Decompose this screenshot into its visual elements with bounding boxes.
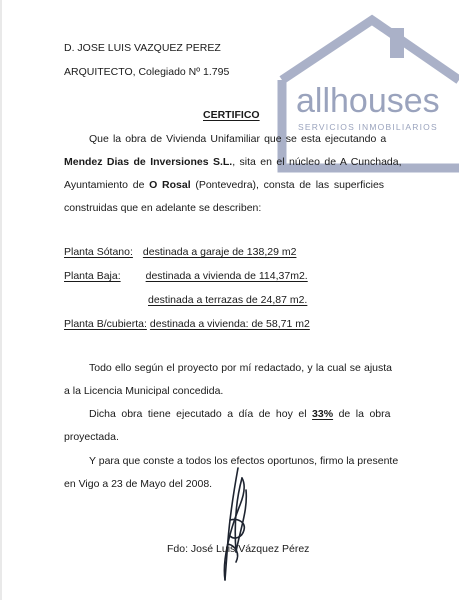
logo-brand-text: allhouses: [296, 82, 440, 120]
surface-desc: destinada a terrazas de 24,87 m2.: [148, 294, 308, 306]
surface-label: Planta B/cubierta:: [64, 318, 147, 330]
surface-label: Planta Baja:: [64, 270, 121, 282]
intro-line-3-pre: Ayuntamiento de: [64, 179, 150, 191]
body-p1-line-1: Todo ello según el proyecto por mí redactado, y la cual se ajusta: [89, 362, 393, 374]
surface-item: [148, 294, 307, 306]
architect-profession: ARQUITECTO, Colegiado Nº 1.795: [64, 66, 230, 78]
intro-line-2: [64, 156, 402, 168]
surface-desc: destinada a garaje de 138,29 m2: [142, 246, 297, 258]
intro-line-3-post: (Pontevedra), consta de las superficies: [190, 179, 385, 191]
architect-name: D. JOSE LUIS VAZQUEZ PEREZ: [64, 42, 221, 54]
surface-item: [64, 318, 310, 330]
surface-desc: destinada a vivienda: de 58,71 m2: [149, 318, 310, 330]
intro-line-2-rest: , sita en el núcleo de A Cunchada,: [232, 156, 402, 168]
place-name: O Rosal: [149, 179, 191, 191]
body-p2-line-2: proyectada.: [64, 431, 119, 443]
page-edge: [0, 0, 2, 600]
surface-desc: destinada a vivienda de 114,37m2.: [145, 270, 308, 282]
body-p2-post: de la obra: [333, 408, 391, 420]
surface-label: Planta Sótano:: [64, 246, 133, 258]
intro-line-3: [64, 179, 384, 191]
body-p2-line-1: [89, 408, 390, 420]
logo-tagline-text: SERVICIOS INMOBILIARIOS: [298, 122, 438, 132]
surface-item: [64, 270, 308, 282]
company-name: Mendez Dias de Inversiones S.L.: [64, 156, 233, 168]
body-p3-line-2: en Vigo a 23 de Mayo del 2008.: [64, 478, 213, 490]
body-p2-pre: Dicha obra tiene ejecutado a día de hoy el: [89, 408, 313, 420]
signature-name: Fdo: José Luis Vázquez Pérez: [167, 543, 310, 555]
body-p3-line-1: Y para que conste a todos los efectos oportunos, firmo la presente: [89, 455, 399, 467]
handwritten-signature: [200, 460, 270, 585]
intro-line-1: Que la obra de Vivienda Unifamiliar que se esta ejecutando a: [89, 133, 387, 145]
intro-line-4: construidas que en adelante se describen:: [64, 202, 262, 214]
progress-percentage: 33%: [312, 408, 334, 420]
document-title: CERTIFICO: [203, 109, 260, 121]
body-p1-line-2: a la Licencia Municipal concedida.: [64, 385, 224, 397]
surface-item: [64, 246, 296, 258]
allhouses-logo: [272, 8, 459, 180]
